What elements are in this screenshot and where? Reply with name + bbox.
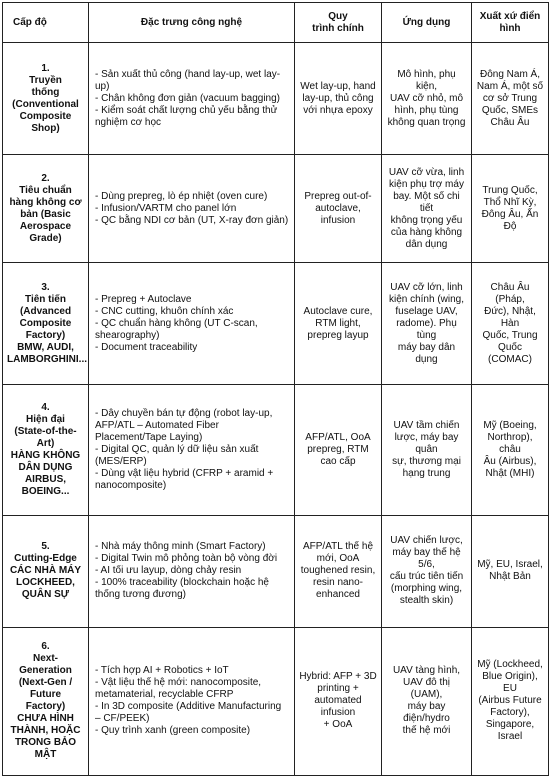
cell-line: – CF/PEEK) xyxy=(95,713,150,725)
cell-line: - Nhà máy thông minh (Smart Factory) xyxy=(95,541,266,553)
level-cell xyxy=(3,155,89,263)
cell-line: Đông Âu, Ấn Độ xyxy=(481,208,539,232)
cell-line: - Sản xuất thủ công (hand lay-up, wet lay- xyxy=(95,68,281,80)
technology-cell xyxy=(89,263,295,385)
cell-line: Factory) xyxy=(25,329,66,341)
origin-cell xyxy=(472,155,549,263)
cell-line: kiện phụ trợ máy xyxy=(389,178,464,190)
cell-line: Cutting-Edge xyxy=(14,553,77,565)
cell-line: Placement/Tape Laying) xyxy=(95,432,203,444)
cell-line: - 100% traceability (blockchain hoặc hệ xyxy=(95,577,269,589)
application-cell xyxy=(382,155,472,263)
cell-line: Truyền xyxy=(29,74,62,86)
cell-line: Composite xyxy=(19,317,72,329)
cell-line: Singapore, xyxy=(485,719,535,731)
level-cell xyxy=(3,627,89,775)
cell-line: Mỹ (Lockheed, xyxy=(477,659,543,671)
cell-line: 4. xyxy=(41,402,50,414)
cell-line: DÂN DỤNG xyxy=(18,462,73,474)
cell-line: prepreg, RTM xyxy=(307,444,369,456)
cell-line: UAV cỡ lớn, linh xyxy=(390,281,463,293)
table-row xyxy=(3,263,549,385)
cell-line: Autoclave cure, xyxy=(303,305,373,317)
cell-line: Composite Shop) xyxy=(19,110,72,134)
cell-line: enhanced xyxy=(316,589,360,601)
technology-cell xyxy=(89,627,295,775)
cell-line: hàng không cơ xyxy=(9,196,82,208)
header-level: Cấp độ xyxy=(3,3,89,43)
origin-cell xyxy=(472,263,549,385)
cell-line: 1. xyxy=(41,62,50,74)
technology-cell xyxy=(89,43,295,155)
cell-line: 3. xyxy=(41,281,50,293)
cell-line: Mô hình, phụ kiện, xyxy=(397,68,456,92)
cell-line: UAV cỡ vừa, linh xyxy=(388,166,465,178)
cell-line: Factory), xyxy=(490,707,530,719)
cell-line: (Next-Gen / Future xyxy=(18,677,73,701)
cell-line: với nhựa epoxy xyxy=(303,104,373,116)
level-cell xyxy=(3,385,89,515)
cell-line: - Quy trình xanh (green composite) xyxy=(95,725,251,737)
cell-line: UAV cỡ nhỏ, mô xyxy=(389,92,464,104)
cell-line: Trung Quốc, xyxy=(482,184,538,196)
cell-line: printing + xyxy=(317,683,359,695)
cell-line: Prepreg out-of- xyxy=(304,190,372,202)
cell-line: Northrop), châu xyxy=(487,432,533,456)
cell-line: TRONG BẢO MẬT xyxy=(14,737,77,761)
cell-line: CHƯA HÌNH xyxy=(17,713,74,725)
cell-line: kiện chính (wing, xyxy=(388,293,465,305)
header-process: Quy trình chính xyxy=(295,3,382,43)
cell-line: - Chân không đơn giản (vacuum bagging) xyxy=(95,92,281,104)
cell-line: Tiêu chuẩn xyxy=(19,184,72,196)
cell-line: HÀNG KHÔNG xyxy=(10,450,81,462)
cell-line: resin nano- xyxy=(312,577,364,589)
cell-line: Nhật Bản xyxy=(489,571,531,583)
cell-line: máy bay thế hệ 5/6, xyxy=(392,547,461,571)
cell-line: AFP/ATL thế hệ xyxy=(302,541,374,553)
application-cell xyxy=(382,43,472,155)
cell-line: AFP/ATL, OoA xyxy=(305,432,371,444)
origin-cell xyxy=(472,385,549,515)
table-row xyxy=(3,515,549,627)
cell-line: Đức), Nhật, Hàn xyxy=(484,305,536,329)
cell-line: - QC chuẩn hàng không (UT C-scan, xyxy=(95,317,258,329)
cell-line: UAV tàng hình, xyxy=(392,665,461,677)
cell-line: không trọng yếu xyxy=(390,214,463,226)
cell-line: Quốc, Trung xyxy=(482,329,538,341)
cell-line: cấu trúc tiên tiến xyxy=(389,571,464,583)
process-cell xyxy=(295,263,382,385)
table-row xyxy=(3,385,549,515)
cell-line: BMW, AUDI, xyxy=(17,341,74,353)
cell-line: 5. xyxy=(41,541,50,553)
cell-line: hạng trung xyxy=(402,468,451,480)
level-cell xyxy=(3,43,89,155)
cell-line: QUÂN SỰ xyxy=(21,589,70,601)
technology-cell xyxy=(89,385,295,515)
cell-line: 6. xyxy=(41,641,50,653)
cell-line: stealth skin) xyxy=(399,595,454,607)
cell-line: - AI tối ưu layup, dòng chảy resin xyxy=(95,565,242,577)
cell-line: (morphing wing, xyxy=(390,583,463,595)
cell-line: CÁC NHÀ MÁY xyxy=(9,565,82,577)
cell-line: - Infusion/VARTM cho panel lớn xyxy=(95,202,237,214)
cell-line: Aerospace Grade) xyxy=(19,220,72,244)
cell-line: AFP/ATL – Automated Fiber xyxy=(95,420,219,432)
cell-line: Factory) xyxy=(25,701,66,713)
application-cell xyxy=(382,263,472,385)
cell-line: - Dùng prepreg, lò ép nhiệt (oven cure) xyxy=(95,190,268,202)
cell-line: (Advanced xyxy=(19,305,72,317)
level-cell xyxy=(3,515,89,627)
cell-line: Đông Nam Á, xyxy=(479,68,541,80)
cell-line: lay-up, thủ công xyxy=(302,92,374,104)
cell-line: LOCKHEED, xyxy=(16,577,75,589)
cell-line: nanocomposite) xyxy=(95,480,167,492)
cell-line: metamaterial, recyclable CFRP xyxy=(95,689,234,701)
cell-line: autoclave, infusion xyxy=(315,202,361,226)
cell-line: THÀNH, HOẶC xyxy=(10,725,81,737)
cell-line: (COMAC) xyxy=(488,353,532,365)
cell-line: up) xyxy=(95,80,110,92)
cell-line: dân dụng xyxy=(405,238,448,250)
cell-line: của hàng không xyxy=(390,226,463,238)
cell-line: lược, máy bay quân xyxy=(394,432,459,456)
cell-line: - Prepreg + Autoclave xyxy=(95,293,192,305)
process-cell xyxy=(295,627,382,775)
header-row xyxy=(3,3,549,43)
cell-line: bay. Một số chi tiết xyxy=(393,190,460,214)
cell-line: thống xyxy=(31,86,60,98)
cell-line: Quốc xyxy=(498,341,522,353)
cell-line: hình, phụ tùng xyxy=(394,104,459,116)
cell-line: RTM light, xyxy=(315,317,361,329)
cell-line: - Digital Twin mô phỏng toàn bộ vòng đời xyxy=(95,553,278,565)
technology-cell xyxy=(89,155,295,263)
cell-line: shearography) xyxy=(95,329,160,341)
table-row xyxy=(3,155,549,263)
table-row xyxy=(3,43,549,155)
cell-line: nghiệm cơ học xyxy=(95,116,162,128)
cell-line: Israel xyxy=(497,731,523,743)
cell-line: Wet lay-up, hand xyxy=(300,80,376,92)
cell-line: - CNC cutting, khuôn chính xác xyxy=(95,305,234,317)
level-cell xyxy=(3,263,89,385)
cell-line: cơ sở Trung xyxy=(482,92,538,104)
process-cell xyxy=(295,43,382,155)
cell-line: toughened resin, xyxy=(300,565,376,577)
cell-line: (Conventional xyxy=(12,98,79,110)
process-cell xyxy=(295,385,382,515)
origin-cell xyxy=(472,43,549,155)
cell-line: Mỹ, EU, Israel, xyxy=(477,559,543,571)
header-tech: Đặc trưng công nghệ xyxy=(89,3,295,43)
cell-line: (State-of-the-Art) xyxy=(14,426,77,450)
cell-line: Châu Âu xyxy=(490,116,530,128)
cell-line: thống tương đương) xyxy=(95,589,187,601)
cell-line: (MES/ERP) xyxy=(95,456,147,468)
cell-line: mới, OoA xyxy=(316,553,360,565)
cell-line: UAV đô thị (UAM), xyxy=(402,677,451,701)
cell-line: - QC bằng NDI cơ bản (UT, X-ray đơn giản) xyxy=(95,214,289,226)
cell-line: Hiện đại xyxy=(26,414,65,426)
cell-line: - Kiểm soát chất lượng chủ yếu bằng thử xyxy=(95,104,278,116)
table-row xyxy=(3,627,549,775)
cell-line: cao cấp xyxy=(320,456,356,468)
process-cell xyxy=(295,155,382,263)
technology-cell xyxy=(89,515,295,627)
cell-line: fuselage UAV, xyxy=(395,305,458,317)
cell-line: Nhật (MHI) xyxy=(485,468,535,480)
cell-line: Next-Generation xyxy=(19,653,72,677)
cell-line: máy bay điện/hydro xyxy=(403,701,450,725)
cell-line: UAV chiến lược, xyxy=(390,535,463,547)
cell-line: 2. xyxy=(41,172,50,184)
cell-line: Nam Á, một số xyxy=(476,80,544,92)
cell-line: (Airbus Future xyxy=(478,695,542,707)
application-cell xyxy=(382,627,472,775)
cell-line: - In 3D composite (Additive Manufacturing xyxy=(95,701,282,713)
cell-line: UAV tầm chiến xyxy=(393,420,460,432)
header-application: Ứng dụng xyxy=(382,3,472,43)
cell-line: Tiên tiến xyxy=(25,293,66,305)
cell-line: - Vật liệu thế hệ mới: nanocomposite, xyxy=(95,677,262,689)
cell-line: - Digital QC, quản lý dữ liệu sản xuất xyxy=(95,444,259,456)
cell-line: bản (Basic xyxy=(20,208,71,220)
origin-cell xyxy=(472,627,549,775)
composite-levels-table xyxy=(2,2,549,776)
cell-line: Mỹ (Boeing, xyxy=(483,420,537,432)
cell-line: LAMBORGHINI... xyxy=(7,353,87,365)
application-cell xyxy=(382,515,472,627)
cell-line: + OoA xyxy=(323,719,353,731)
cell-line: automated infusion xyxy=(314,695,362,719)
process-cell xyxy=(295,515,382,627)
cell-line: thế hệ mới xyxy=(402,725,451,737)
cell-line: Âu (Airbus), xyxy=(483,456,537,468)
cell-line: Hybrid: AFP + 3D xyxy=(299,671,377,683)
cell-line: Blue Origin), EU xyxy=(482,671,538,695)
cell-line: Châu Âu (Pháp, xyxy=(490,281,530,305)
cell-line: prepreg layup xyxy=(307,329,369,341)
cell-line: không quan trọng xyxy=(387,116,466,128)
cell-line: AIRBUS, BOEING... xyxy=(21,474,70,498)
cell-line: radome). Phụ tùng xyxy=(396,317,457,341)
cell-line: - Document traceability xyxy=(95,341,198,353)
cell-line: - Dây chuyền bán tự động (robot lay-up, xyxy=(95,408,273,420)
cell-line: Thổ Nhĩ Kỳ, xyxy=(483,196,537,208)
header-origin: Xuất xứ điển hình xyxy=(472,3,549,43)
cell-line: sự, thương mại xyxy=(392,456,461,468)
cell-line: - Dùng vật liệu hybrid (CFRP + aramid + xyxy=(95,468,274,480)
cell-line: máy bay dân dụng xyxy=(397,341,456,365)
application-cell xyxy=(382,385,472,515)
cell-line: - Tích hợp AI + Robotics + IoT xyxy=(95,665,229,677)
origin-cell xyxy=(472,515,549,627)
cell-line: Quốc, SMEs xyxy=(481,104,539,116)
